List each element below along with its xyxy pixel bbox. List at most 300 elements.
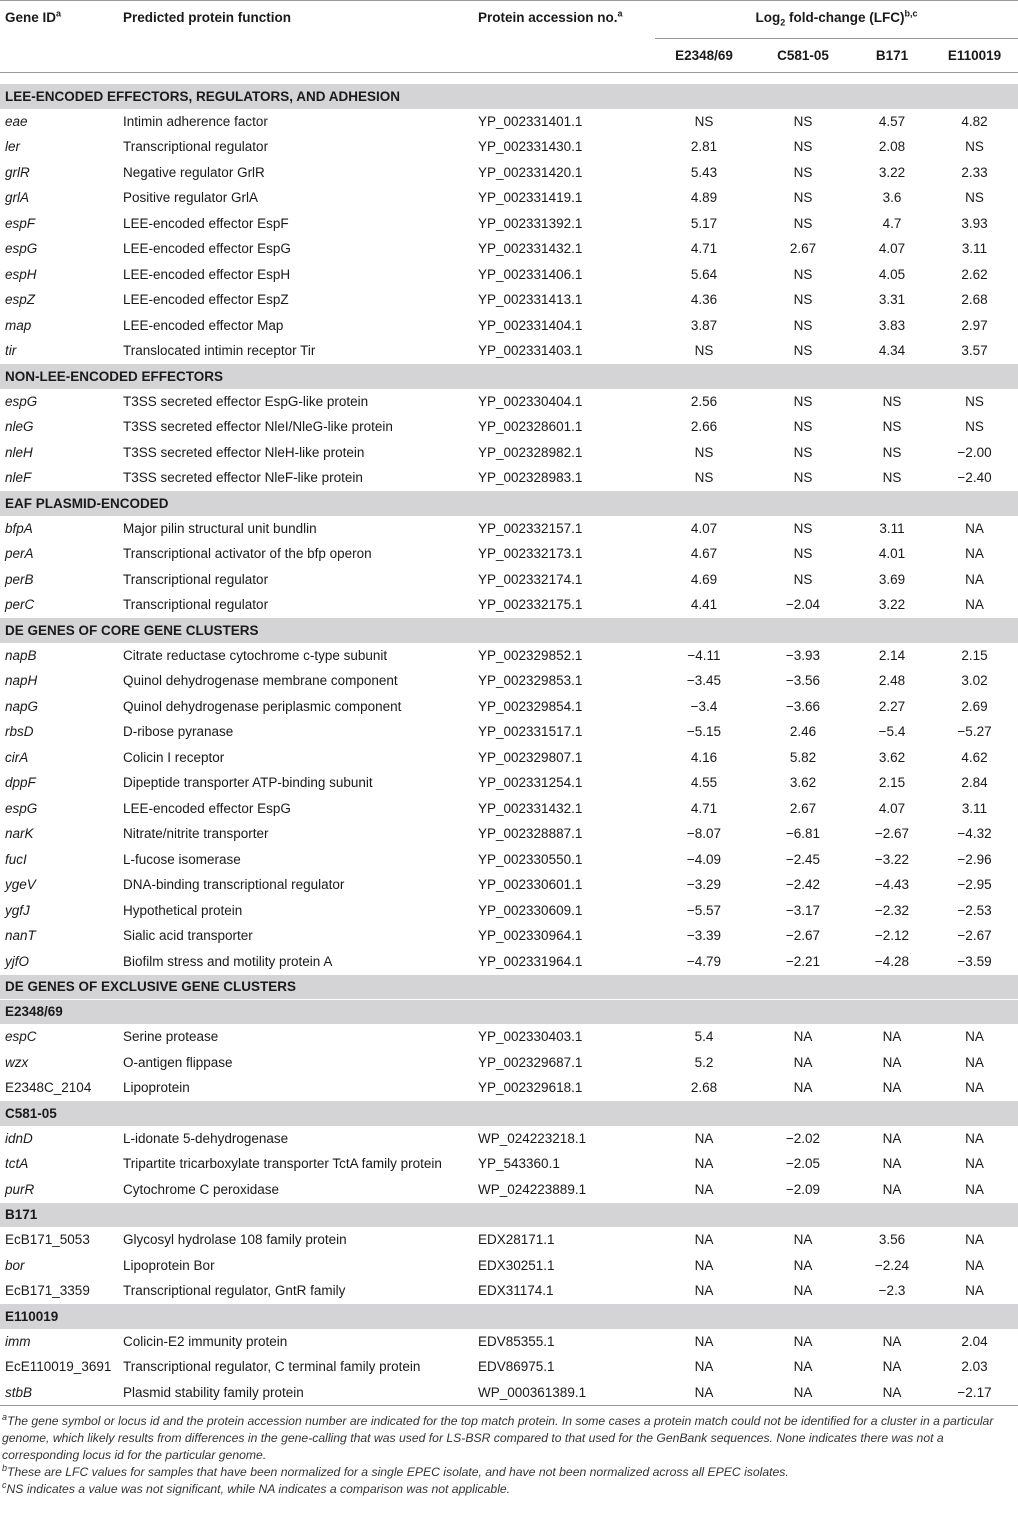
lfc-value-cell: 2.68	[690, 1080, 718, 1095]
function-cell: Quinol dehydrogenase membrane component	[123, 673, 398, 689]
table-row	[0, 160, 1018, 186]
lfc-value-cell: −2.09	[785, 1181, 821, 1197]
lfc-value-cell: NA	[965, 1054, 984, 1070]
lfc-value-cell: −2.04	[785, 597, 821, 612]
lfc-value-cell: −2.42	[785, 877, 821, 893]
gene-id-cell: cirA	[5, 749, 29, 765]
accession-cell: YP_002332175.1	[478, 597, 583, 612]
function-cell: Transcriptional activator of the bfp operon	[123, 546, 372, 562]
section-title: B171	[0, 1202, 1018, 1227]
lfc-value-cell: 4.7	[882, 215, 902, 231]
lfc-value-cell: NS	[793, 164, 813, 180]
function-cell: Cytochrome C peroxidase	[123, 1181, 280, 1197]
lfc-value-cell: 4.62	[961, 749, 988, 765]
function-cell: LEE-encoded effector EspG	[123, 800, 291, 816]
lfc-value-cell: NS	[793, 317, 813, 333]
function-cell: Glycosyl hydrolase 108 family protein	[123, 1232, 347, 1248]
function-cell: DNA-binding transcriptional regulator	[123, 877, 345, 893]
lfc-value-cell: −2.3	[878, 1283, 906, 1298]
lfc-value-cell: 4.71	[690, 800, 718, 816]
lfc-value-cell: −3.59	[957, 953, 992, 969]
lfc-value-cell: −4.32	[957, 826, 992, 842]
footnote	[2, 1464, 1012, 1481]
table-row	[0, 949, 1018, 975]
lfc-value-cell: −3.45	[686, 673, 722, 689]
table-row	[0, 694, 1018, 720]
gene-id-cell: napH	[5, 673, 38, 689]
lfc-value-cell: NA	[965, 1029, 984, 1045]
lfc-value-cell: NA	[965, 1156, 984, 1172]
accession-cell: YP_002329853.1	[478, 673, 583, 689]
function-cell: Intimin adherence factor	[123, 113, 268, 129]
lfc-value-cell: 3.6	[882, 190, 902, 206]
lfc-value-cell: NA	[793, 1080, 813, 1095]
lfc-value-cell: NA	[882, 1080, 902, 1095]
lfc-value-cell: −5.15	[686, 724, 722, 740]
function-cell: Lipoprotein Bor	[123, 1257, 215, 1273]
accession-cell: YP_002331420.1	[478, 164, 583, 180]
lfc-value-cell: 3.83	[878, 317, 906, 333]
function-cell: Lipoprotein	[123, 1080, 190, 1095]
header-row	[0, 1, 1018, 39]
lfc-value-cell: NA	[965, 1232, 984, 1248]
gene-id-cell: grlA	[5, 190, 30, 206]
lfc-value-cell: NS	[793, 571, 813, 587]
lfc-value-cell: −2.17	[931, 1380, 1018, 1406]
function-cell: Colicin I receptor	[123, 749, 225, 765]
lfc-value-cell: 2.56	[690, 393, 718, 409]
lfc-value-cell: 2.15	[961, 647, 988, 663]
accession-cell: YP_002330404.1	[478, 393, 583, 409]
lfc-value-cell: −3.22	[874, 851, 910, 867]
strain-header: C581-05	[753, 39, 853, 73]
accession-cell: WP_024223889.1	[478, 1181, 587, 1197]
lfc-value-cell: NA	[882, 1054, 902, 1070]
lfc-value-cell: 3.56	[878, 1232, 906, 1248]
lfc-value-cell: 3.31	[878, 292, 906, 308]
lfc-value-cell: −2.45	[785, 851, 821, 867]
lfc-value-cell: NA	[694, 1232, 714, 1248]
lfc-value-cell: 4.16	[690, 749, 718, 765]
lfc-value-cell: 2.69	[961, 698, 988, 714]
table-row	[0, 338, 1018, 364]
lfc-value-cell: −2.67	[957, 928, 992, 944]
lfc-value-cell: 3.11	[961, 800, 988, 816]
lfc-value-cell: 2.97	[961, 317, 988, 333]
gene-id-cell: wzx	[5, 1054, 29, 1070]
gene-id-cell: E2348C_2104	[5, 1080, 92, 1095]
table-row	[0, 389, 1018, 415]
accession-cell: YP_002331419.1	[478, 190, 583, 206]
lfc-value-cell: NS	[694, 444, 714, 460]
lfc-value-cell: 5.82	[789, 749, 817, 765]
lfc-value-cell: NS	[793, 444, 813, 460]
lfc-value-cell: −5.57	[686, 902, 722, 918]
lfc-value-cell: NS	[882, 444, 902, 460]
function-cell: Transcriptional regulator, C terminal family protein	[123, 1359, 421, 1375]
lfc-value-cell: −4.11	[687, 647, 721, 663]
gene-id-cell: tctA	[5, 1156, 29, 1172]
lfc-value-cell: −2.24	[874, 1257, 910, 1273]
accession-cell: WP_000361389.1	[473, 1380, 655, 1406]
gene-id-cell: nanT	[5, 928, 36, 944]
lfc-value-cell: −4.09	[686, 851, 722, 867]
lfc-value-cell: 2.14	[878, 647, 906, 663]
function-cell: Citrate reductase cytochrome c-type subunit	[123, 647, 388, 663]
lfc-value-cell: −2.67	[785, 928, 821, 944]
lfc-value-cell: NS	[793, 139, 813, 155]
gene-id-cell: idnD	[5, 1130, 33, 1146]
gene-id-cell: EcB171_5053	[5, 1232, 90, 1248]
gene-id-cell: napG	[5, 698, 39, 714]
lfc-value-cell: −3.29	[686, 877, 722, 893]
accession-cell: YP_002330403.1	[478, 1029, 583, 1045]
lfc-value-cell: 2.62	[961, 266, 988, 282]
accession-cell: YP_002329687.1	[478, 1054, 583, 1070]
lfc-value-cell: NS	[793, 343, 813, 358]
lfc-value-cell: 3.93	[961, 215, 988, 231]
accession-cell: YP_002328887.1	[478, 826, 583, 842]
function-cell: Transcriptional regulator, GntR family	[123, 1283, 346, 1298]
table-row	[0, 313, 1018, 339]
lfc-header: Log$_2$ fold-change (LFC)$^{b,c}$	[655, 1, 1018, 39]
accession-cell: EDX31174.1	[478, 1283, 554, 1298]
lfc-value-cell: −3.39	[686, 928, 722, 944]
lfc-value-cell: NA	[965, 571, 984, 587]
accession-cell: YP_002329618.1	[478, 1080, 583, 1095]
function-cell: Translocated intimin receptor Tir	[123, 343, 316, 358]
table-row	[0, 923, 1018, 949]
lfc-value-cell: 4.07	[878, 800, 906, 816]
lfc-value-cell: −2.53	[957, 902, 992, 918]
gene-id-cell: fucI	[5, 851, 27, 867]
function-cell: O-antigen flippase	[123, 1054, 233, 1070]
lfc-value-cell: 2.66	[690, 419, 718, 435]
footnote-text: These are LFC values for samples that have been normalized for a single EPEC isolate, and have not been normalized across all EPEC isolates.	[7, 1464, 789, 1479]
function-cell: Sialic acid transporter	[123, 928, 253, 944]
lfc-value-cell: −6.81	[785, 826, 821, 842]
lfc-value-cell: 3.22	[878, 164, 906, 180]
lfc-value-cell: NA	[965, 1080, 984, 1095]
table-row	[0, 770, 1018, 796]
gene-id-cell: espG	[5, 241, 38, 257]
function-cell: Colicin-E2 immunity protein	[123, 1333, 288, 1349]
function-cell: LEE-encoded effector EspG	[123, 241, 291, 257]
lfc-value-cell: 4.36	[690, 292, 718, 308]
function-cell: Nitrate/nitrite transporter	[123, 826, 269, 842]
table-row	[0, 668, 1018, 694]
table-row	[0, 1050, 1018, 1076]
strain-header: E110019	[931, 39, 1018, 73]
lfc-value-cell: NS	[694, 113, 714, 129]
lfc-value-cell: NA	[965, 1283, 984, 1298]
table-row	[0, 1253, 1018, 1279]
table-row	[0, 440, 1018, 466]
gene-id-cell: purR	[5, 1181, 35, 1197]
gene-id-cell: nleG	[5, 419, 34, 435]
accession-cell: YP_543360.1	[478, 1156, 560, 1172]
accession-cell: WP_024223218.1	[478, 1130, 587, 1146]
section-title: E110019	[0, 1304, 1018, 1329]
lfc-value-cell: NA	[965, 1257, 984, 1273]
lfc-value-cell: 4.07	[878, 241, 906, 257]
lfc-value-cell: NS	[882, 393, 902, 409]
lfc-value-cell: NA	[882, 1333, 902, 1349]
table-row	[0, 465, 1018, 491]
lfc-value-cell: NA	[793, 1359, 813, 1375]
function-cell: Transcriptional regulator	[123, 139, 269, 155]
lfc-value-cell: NS	[882, 470, 902, 485]
gene-id-cell: stbB	[0, 1380, 118, 1406]
lfc-value-cell: 5.4	[694, 1029, 714, 1045]
gene-id-cell: EcB171_3359	[5, 1283, 90, 1298]
gene-id-cell: espG	[5, 800, 38, 816]
function-cell: L-idonate 5-dehydrogenase	[123, 1130, 289, 1146]
table-row	[0, 262, 1018, 288]
accession-cell: YP_002330550.1	[478, 851, 583, 867]
lfc-value-cell: 4.34	[878, 343, 906, 358]
accession-cell: YP_002331401.1	[478, 113, 583, 129]
lfc-value-cell: −4.43	[874, 877, 910, 893]
function-cell: Biofilm stress and motility protein A	[123, 953, 333, 969]
gene-id-cell: grlR	[5, 164, 30, 180]
gene-id-cell: espF	[5, 215, 36, 231]
section-title: EAF PLASMID-ENCODED	[0, 491, 1018, 516]
table-row	[0, 541, 1018, 567]
lfc-value-cell: NA	[793, 1283, 813, 1298]
lfc-value-cell: −2.96	[957, 851, 992, 867]
table-row	[0, 1126, 1018, 1152]
lfc-value-cell: NS	[793, 546, 813, 562]
lfc-value-cell: NS	[965, 139, 984, 155]
gene-id-header: Gene $ID^a$	[0, 1, 118, 73]
function-cell: LEE-encoded effector EspF	[123, 215, 289, 231]
accession-cell: YP_002331432.1	[478, 800, 583, 816]
gene-id-cell: espZ	[5, 292, 36, 308]
lfc-value-cell: NA	[882, 1359, 902, 1375]
section-header-row	[0, 1101, 1018, 1126]
accession-cell: EDX30251.1	[478, 1257, 555, 1273]
function-cell: Transcriptional regulator	[123, 571, 269, 587]
lfc-value-cell: NA	[853, 1380, 931, 1406]
accession-cell: YP_002328982.1	[478, 444, 583, 460]
lfc-value-cell: NA	[694, 1359, 714, 1375]
lfc-value-cell: 3.62	[878, 749, 906, 765]
table-row	[0, 236, 1018, 262]
lfc-value-cell: NS	[793, 113, 813, 129]
table-body	[0, 73, 1018, 1406]
gene-id-cell: bfpA	[5, 520, 33, 536]
lfc-value-cell: 4.82	[961, 113, 988, 129]
lfc-value-cell: −2.40	[957, 470, 992, 485]
function-cell: T3SS secreted effector NleI/NleG-like protein	[123, 419, 393, 435]
accession-cell: YP_002329852.1	[478, 647, 583, 663]
footnote-mark: c	[2, 1479, 7, 1490]
lfc-value-cell: NA	[753, 1380, 853, 1406]
accession-cell: YP_002332157.1	[478, 520, 583, 536]
accession-cell: YP_002332174.1	[478, 571, 583, 587]
function-cell: T3SS secreted effector NleF-like protein	[123, 470, 363, 485]
gene-id-cell: bor	[5, 1257, 25, 1273]
gene-id-cell: espC	[5, 1029, 37, 1045]
table-row	[0, 1177, 1018, 1203]
lfc-value-cell: 4.71	[690, 241, 718, 257]
section-header-row	[0, 1202, 1018, 1227]
gene-id-cell: eae	[5, 113, 28, 129]
gene-id-cell: tir	[5, 343, 17, 358]
function-cell: Negative regulator GrlR	[123, 164, 265, 180]
accession-cell: YP_002329807.1	[478, 749, 583, 765]
lfc-value-cell: NA	[882, 1156, 902, 1172]
lfc-value-cell: −2.00	[957, 444, 992, 460]
function-cell: Dipeptide transporter ATP-binding subunit	[123, 775, 373, 791]
footnote	[2, 1413, 1012, 1464]
lfc-value-cell: 3.62	[789, 775, 817, 791]
accession-cell: YP_002330964.1	[478, 928, 583, 944]
function-cell: Quinol dehydrogenase periplasmic component	[123, 698, 402, 714]
lfc-value-cell: 3.57	[961, 343, 988, 358]
gene-id-cell: rbsD	[5, 724, 34, 740]
section-title: NON-LEE-ENCODED EFFECTORS	[0, 364, 1018, 389]
lfc-value-cell: 4.01	[878, 546, 906, 562]
gene-id-cell: ygeV	[5, 877, 36, 893]
lfc-value-cell: NA	[694, 1333, 714, 1349]
gene-id-cell: yjfO	[5, 953, 30, 969]
lfc-value-cell: −3.93	[785, 647, 821, 663]
table-row	[0, 134, 1018, 160]
lfc-value-cell: NA	[793, 1029, 813, 1045]
gene-id-cell: dppF	[5, 775, 36, 791]
table-row	[0, 414, 1018, 440]
gene-id-cell: ler	[5, 139, 21, 155]
lfc-value-cell: NA	[965, 546, 984, 562]
lfc-value-cell: NA	[694, 1156, 714, 1172]
table-row	[0, 898, 1018, 924]
lfc-value-cell: NS	[694, 343, 714, 358]
lfc-value-cell: 2.48	[878, 673, 906, 689]
lfc-value-cell: 2.03	[961, 1359, 988, 1375]
accession-cell: YP_002331404.1	[478, 317, 583, 333]
lfc-value-cell: NS	[793, 190, 813, 206]
function-cell: LEE-encoded effector EspZ	[123, 292, 289, 308]
lfc-value-cell: 2.84	[961, 775, 988, 791]
table-row	[0, 1329, 1018, 1355]
table-row	[0, 567, 1018, 593]
lfc-value-cell: −2.12	[874, 928, 910, 944]
lfc-value-cell: NA	[882, 1181, 902, 1197]
table-row	[0, 1278, 1018, 1304]
gene-id-cell: perC	[5, 597, 35, 612]
footnote-mark: b	[2, 1462, 8, 1473]
accession-cell: YP_002331403.1	[478, 343, 583, 358]
lfc-value-cell: 4.07	[690, 520, 718, 536]
lfc-value-cell: 2.27	[878, 698, 906, 714]
section-header-row	[0, 999, 1018, 1024]
accession-cell: YP_002328983.1	[478, 470, 583, 485]
section-header-row	[0, 84, 1018, 109]
gene-id-cell: espH	[5, 266, 37, 282]
section-header-row	[0, 618, 1018, 643]
lfc-value-cell: 5.17	[690, 215, 718, 231]
section-title: C581-05	[0, 1101, 1018, 1126]
gene-id-cell: map	[5, 317, 32, 333]
function-cell: Major pilin structural unit bundlin	[123, 520, 317, 536]
section-title: DE GENES OF CORE GENE CLUSTERS	[0, 618, 1018, 643]
accession-header: Protein accession no.$^a$	[473, 1, 655, 73]
lfc-value-cell: 2.33	[961, 164, 988, 180]
accession-cell: YP_002328601.1	[478, 419, 583, 435]
gene-id-cell: ygfJ	[5, 902, 30, 918]
function-cell: Hypothetical protein	[123, 902, 243, 918]
lfc-value-cell: 4.41	[690, 597, 718, 612]
lfc-value-cell: NA	[694, 1257, 714, 1273]
gene-id-cell: EcE110019_3691	[5, 1359, 112, 1375]
section-header-row	[0, 364, 1018, 389]
footnotes	[0, 1406, 1016, 1498]
lfc-value-cell: NS	[965, 393, 984, 409]
section-title: LEE-ENCODED EFFECTORS, REGULATORS, AND ADHESION	[0, 84, 1018, 109]
lfc-value-cell: −2.95	[957, 877, 992, 893]
lfc-value-cell: 2.46	[789, 724, 817, 740]
lfc-value-cell: 3.02	[961, 673, 988, 689]
lfc-value-cell: NS	[793, 266, 813, 282]
footnote-text: The gene symbol or locus id and the protein accession number are indicated for the top match protein. In some cases a protein match could not be identified for a cluster in a particular genome, which likely results from differences in the gene-calling that was used for LS-BSR compared to that used for the GenBank sequences. None indicates there was not a corresponding locus id for the particular genome.	[2, 1413, 994, 1462]
lfc-value-cell: NS	[882, 419, 902, 435]
table-row	[0, 592, 1018, 618]
lfc-value-cell: −3.17	[785, 902, 821, 918]
function-cell: D-ribose pyranase	[123, 724, 234, 740]
lfc-value-cell: NS	[793, 393, 813, 409]
footnote	[2, 1481, 1012, 1498]
gene-id-cell: napB	[5, 647, 37, 663]
accession-cell: EDV86975.1	[478, 1359, 555, 1375]
section-header-row	[0, 974, 1018, 999]
lfc-value-cell: 3.22	[878, 597, 906, 612]
gene-id-cell: perB	[5, 571, 34, 587]
gene-id-cell: espG	[5, 393, 38, 409]
lfc-value-cell: 4.55	[690, 775, 718, 791]
function-cell: Positive regulator GrlA	[123, 190, 259, 206]
function-cell: LEE-encoded effector EspH	[123, 266, 291, 282]
accession-cell: EDV85355.1	[478, 1333, 555, 1349]
lfc-value-cell: NA	[655, 1380, 753, 1406]
table-row	[0, 185, 1018, 211]
lfc-value-cell: NA	[694, 1283, 714, 1298]
lfc-value-cell: NS	[793, 419, 813, 435]
lfc-value-cell: 3.11	[879, 520, 905, 536]
lfc-value-cell: −3.56	[785, 673, 821, 689]
lfc-value-cell: 4.69	[690, 571, 718, 587]
accession-cell: YP_002330601.1	[478, 877, 583, 893]
section-title: DE GENES OF EXCLUSIVE GENE CLUSTERS	[0, 974, 1018, 999]
table-row	[0, 1354, 1018, 1380]
function-cell: Plasmid stability family protein	[118, 1380, 473, 1406]
lfc-value-cell: NS	[793, 215, 813, 231]
lfc-value-cell: NA	[793, 1054, 813, 1070]
accession-cell: YP_002331964.1	[478, 953, 583, 969]
lfc-value-cell: 2.67	[789, 241, 817, 257]
gene-id-cell: perA	[5, 546, 34, 562]
lfc-value-cell: −5.27	[957, 724, 992, 740]
gene-id-cell: narK	[5, 826, 34, 842]
lfc-value-cell: NS	[793, 292, 813, 308]
table-row	[0, 109, 1018, 135]
lfc-value-cell: NA	[793, 1232, 813, 1248]
lfc-value-cell: NS	[793, 470, 813, 485]
lfc-value-cell: −2.67	[874, 826, 910, 842]
section-header-row	[0, 1304, 1018, 1329]
footnote-mark: a	[2, 1411, 8, 1422]
